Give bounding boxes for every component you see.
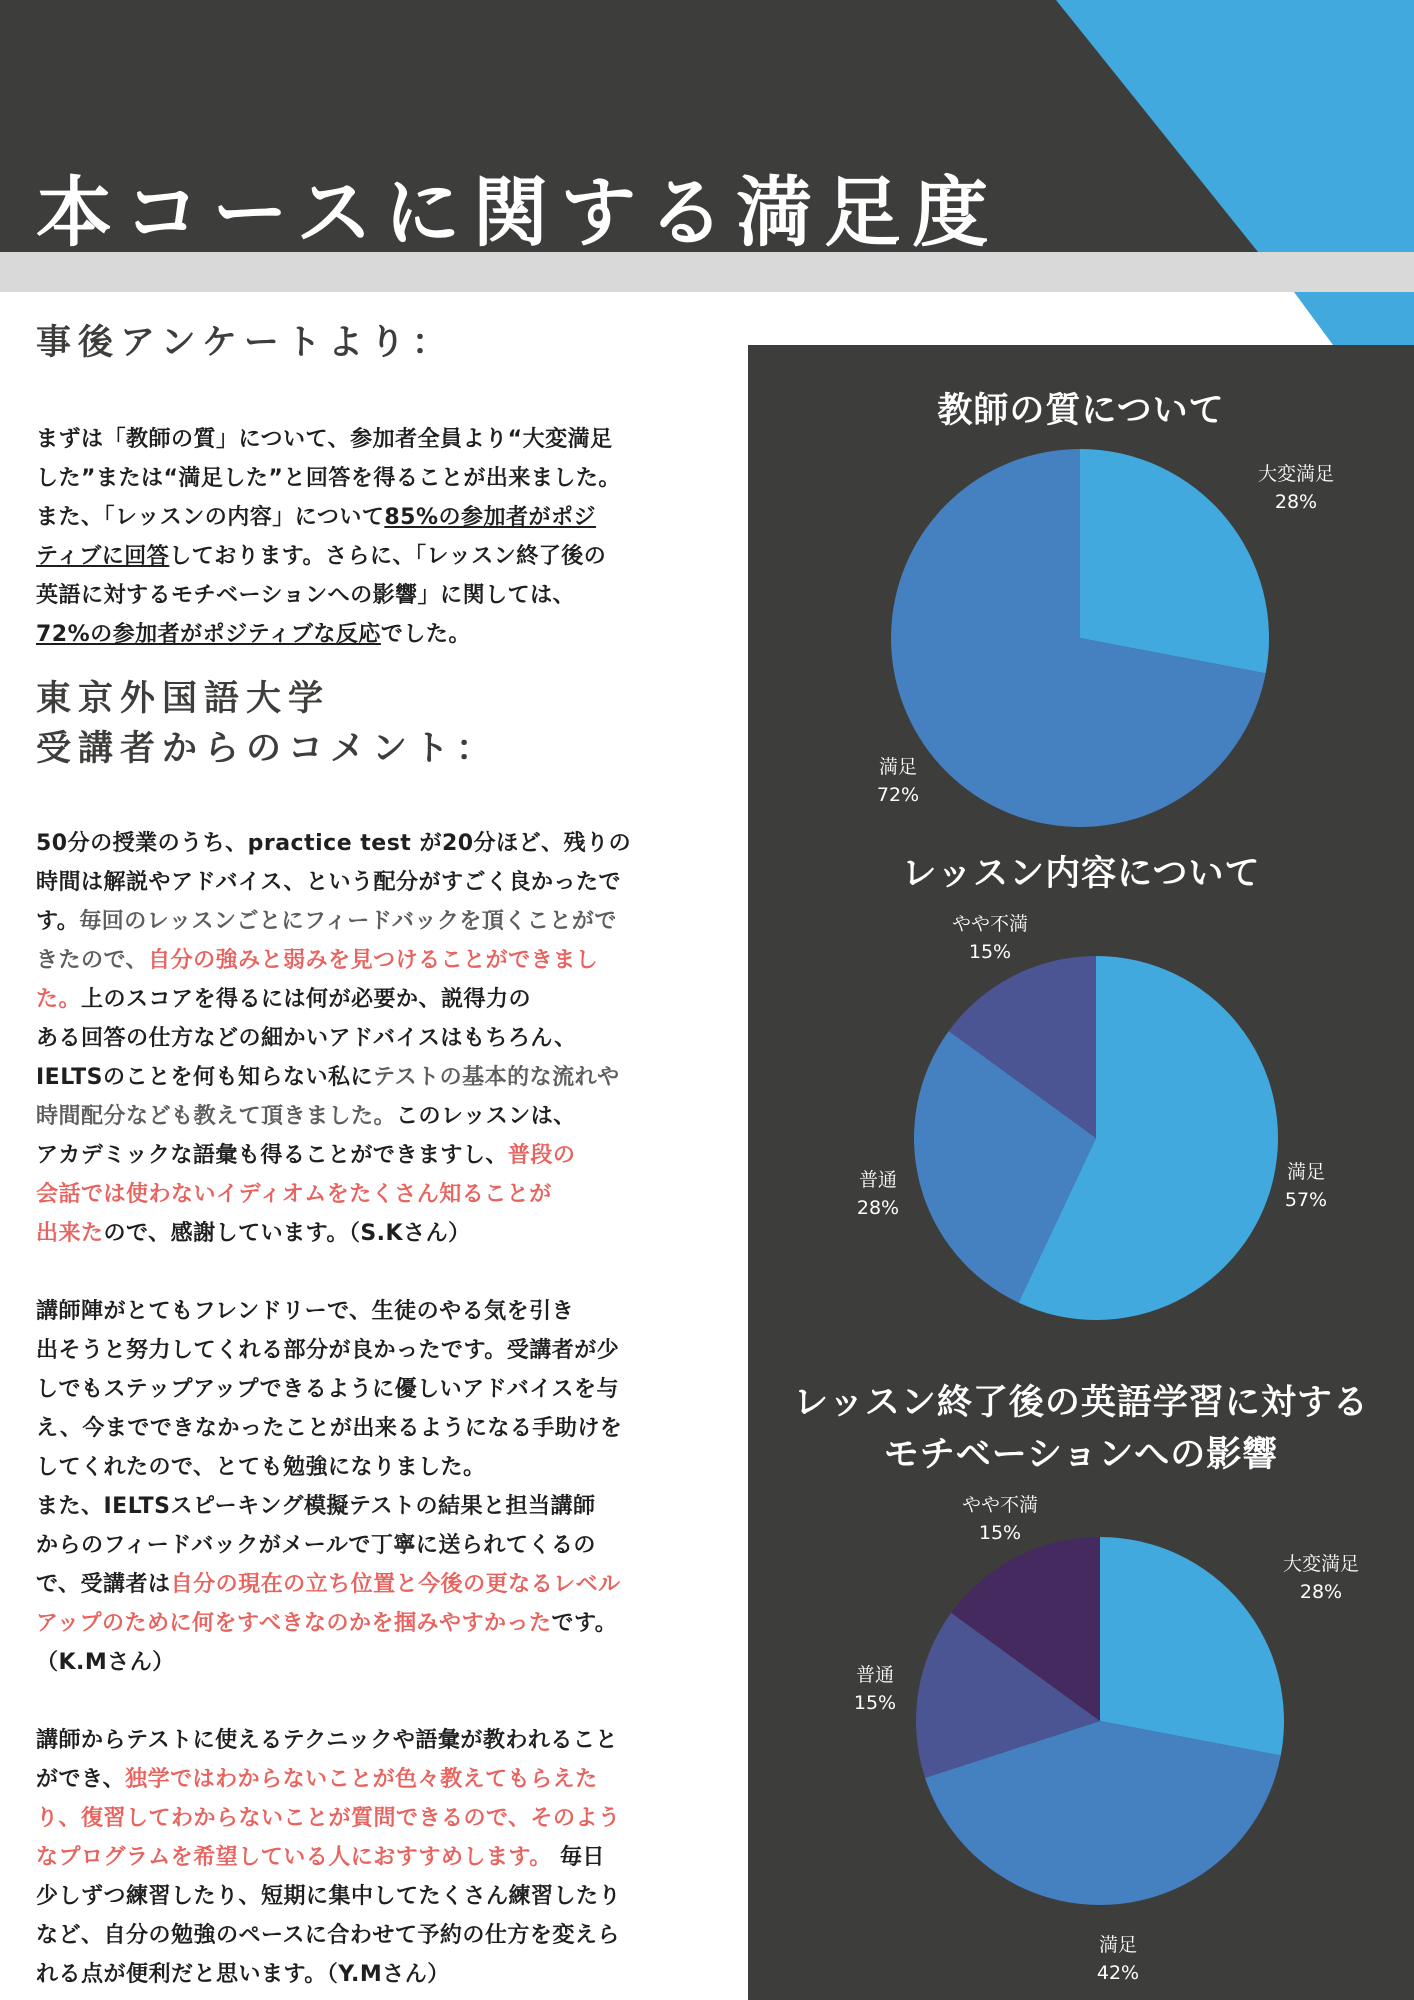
text-run: など、自分の勉強のペースに合わせて予約の仕方を変えら [36,1923,620,1948]
comment-paragraph [36,1292,716,1682]
text-line [36,1877,716,1916]
text-line [36,1370,716,1409]
text-line [36,1292,716,1331]
slice-label: 普通 [855,1664,894,1686]
pie-label [1048,1931,1188,1987]
text-line [36,1214,716,1253]
text-line [36,1058,716,1097]
text-run: （K.Mさん） [36,1650,175,1675]
text-line [36,1916,716,1955]
text-run: す。 [36,909,80,934]
text-run: 時間配分なども教えて頂きました。 [36,1104,397,1129]
text-run: ができ、 [36,1767,126,1792]
survey-heading: 事後アンケートより： [36,323,454,363]
text-run: 英語に対するモチベーションへの影響」に関しては、 [36,583,576,608]
text-run: 時間は解説やアドバイス、という配分がすごく良かったで [36,870,622,895]
text-run: まずは「教師の質」について、参加者全員より“大変満足 [36,427,613,452]
highlighted-text: アップのために何をすべきなのかを掴みやすかった [36,1611,552,1636]
slice-value-label: 28% [1299,1581,1343,1603]
text-line [36,1838,716,1877]
slice-value-label: 72% [876,784,920,806]
highlighted-text: 普段の [507,1143,576,1168]
charts-panel [748,345,1414,2000]
pie-label [1236,1158,1376,1214]
highlighted-text: た。 [36,987,82,1012]
text-line [36,1136,716,1175]
slice-value-label: 15% [968,941,1012,963]
text-run: ので、感謝しています。（S.Kさん） [103,1221,471,1246]
text-line [36,1019,716,1058]
text-run: しております。さらに、「レッスン終了後の [169,544,607,569]
pie-label [1251,1550,1391,1606]
text-run: このレッスンは、 [396,1104,576,1129]
text-run: 上のスコアを得るには何が必要か、説得力の [81,987,532,1012]
text-run: してくれたので、とても勉強になりました。 [36,1455,486,1480]
text-run: きたので、 [36,948,149,973]
survey-paragraph [36,420,716,654]
comment-paragraph [36,1721,716,1994]
highlighted-text: り、復習してわからないことが質問できるので、そのよう [36,1806,621,1831]
highlighted-text: 会話では使わないイディオムをたくさん知ることが [36,1182,552,1207]
text-line [36,615,716,654]
text-line [36,459,716,498]
pie-label [930,1491,1070,1547]
header-accent-triangle [1056,0,1414,252]
text-line [36,498,716,537]
text-line [36,420,716,459]
slice-value-label: 42% [1096,1962,1140,1984]
slice-label: 満足 [1286,1161,1325,1183]
comments-heading-line2: 受講者からのコメント： [36,729,499,769]
slice-label: 満足 [878,756,917,778]
text-line [36,576,716,615]
text-run: でした。 [380,622,471,647]
highlighted-text: 独学ではわからないことが色々教えてもらえた [125,1767,598,1792]
text-run: れる点が便利だと思います。（Y.Mさん） [36,1962,450,1987]
text-line [36,980,716,1019]
text-line [36,902,716,941]
text-line [36,1643,716,1682]
corner-accent-triangle [1294,292,1414,345]
text-run: 50分の授業のうち、practice test が20分ほど、残りの [36,831,632,856]
pie-label [808,1166,948,1222]
text-run: 毎回のレッスンごとにフィードバックを頂くことがで [79,909,617,934]
underlined-text: 85%の参加者がポジ [384,505,597,530]
text-run: ある回答の仕方などの細かいアドバイスはもちろん、 [36,1026,577,1051]
pie-chart-motivation [915,1536,1285,1906]
pie-label [805,1661,945,1717]
text-line [36,1487,716,1526]
text-run: した”または“満足した”と回答を得ることが出来ました。 [36,466,621,491]
pie-chart-lesson-content [913,955,1279,1321]
comment-paragraph [36,824,716,1253]
text-line [36,1097,716,1136]
chart-title: 教師の質について [937,391,1225,431]
text-run: 講師陣がとてもフレンドリーで、生徒のやる気を引き [36,1299,575,1324]
text-run: え、今までできなかったことが出来るようになる手助けを [36,1416,623,1441]
text-run: IELTSのことを何も知らない私に [36,1065,373,1090]
text-run: しでもステップアップできるように優しいアドバイスを与 [36,1377,620,1402]
slice-value-label: 28% [856,1197,900,1219]
slice-value-label: 28% [1274,491,1318,513]
chart-title-line2: モチベーションへの影響 [883,1435,1279,1475]
text-line [36,1799,716,1838]
text-run: また、「レッスンの内容」について [36,505,385,530]
comments-heading-line1: 東京外国語大学 [36,679,331,719]
text-line [36,941,716,980]
slice-label: 大変満足 [1282,1553,1359,1575]
text-line [36,824,716,863]
text-run: アカデミックな語彙も得ることができますし、 [36,1143,508,1168]
text-run: 少しずつ練習したり、短期に集中してたくさん練習したり [36,1884,622,1909]
highlighted-text: 自分の現在の立ち位置と今後の更なるレベル [170,1572,621,1597]
chart-title-line1: レッスン終了後の英語学習に対する [793,1383,1369,1423]
pie-label [920,910,1060,966]
text-line [36,537,716,576]
comments-heading [36,674,716,774]
text-line [36,1760,716,1799]
underlined-text: ティブに回答 [36,544,170,569]
slice-label: 満足 [1098,1934,1137,1956]
slice-label: やや不満 [961,1494,1038,1516]
slice-value-label: 57% [1284,1189,1328,1211]
text-line [36,1409,716,1448]
text-run: 毎日 [551,1845,605,1870]
highlighted-text: 自分の強みと弱みを見つけることができまし [148,948,599,973]
left-column [36,318,716,1994]
text-line [36,1721,716,1760]
slice-value-label: 15% [853,1692,897,1714]
text-run: で、受講者は [36,1572,171,1597]
text-run: また、IELTSスピーキング模擬テストの結果と担当講師 [36,1494,596,1519]
text-line [36,1331,716,1370]
slice-label: 大変満足 [1257,463,1334,485]
chart-title [748,1377,1414,1481]
text-line [36,1175,716,1214]
text-run: です。 [551,1611,618,1636]
slice-label: やや不満 [951,913,1028,935]
highlighted-text: 出来た [36,1221,104,1246]
text-line [36,863,716,902]
text-run: からのフィードバックがメールで丁寧に送られてくるの [36,1533,596,1558]
text-line [36,1526,716,1565]
text-line [36,1448,716,1487]
slice-label: 普通 [858,1169,897,1191]
highlighted-text: なプログラムを希望している人におすすめします。 [36,1845,552,1870]
underlined-text: 72%の参加者がポジティブな反応 [36,622,381,647]
text-run: テストの基本的な流れや [372,1065,620,1090]
pie-label [828,753,968,809]
chart-title: レッスン内容について [901,854,1261,894]
text-line [36,1565,716,1604]
pie-label [1226,460,1366,516]
text-run: 出そうと努力してくれる部分が良かったです。受講者が少 [36,1338,620,1363]
slice-value-label: 15% [978,1522,1022,1544]
text-run: 講師からテストに使えるテクニックや語彙が教われること [36,1728,618,1753]
text-line [36,1955,716,1994]
page-title: 本コースに関する満足度 [36,167,1001,257]
text-line [36,1604,716,1643]
